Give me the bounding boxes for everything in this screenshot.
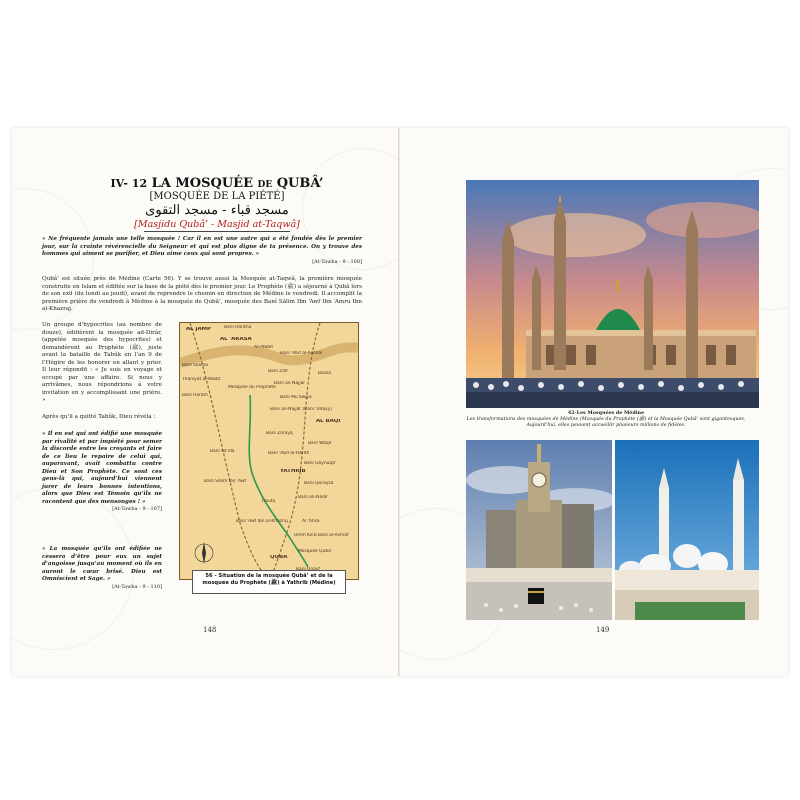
quote-1 — [42, 236, 362, 266]
photo-caption-number: 42- — [567, 410, 577, 416]
map-label: YATHRIB — [280, 469, 306, 474]
map-label: Banî an-Najjâr — [274, 381, 306, 386]
photo-mecca-clock-tower — [466, 440, 612, 620]
transliteration: [Masjidu Qubâ’ - Masjid at-Taqwâ] — [134, 219, 300, 230]
right-page — [400, 128, 788, 676]
map-label: Mosquée du Prophète — [228, 385, 276, 390]
quote-2-reference: [At-Tawba - 9 : 107] — [112, 506, 162, 512]
map-caption-text: Situation de la mosquée Qubâ’ et de la mosquée du Prophète (ﷺ) à Yathrib (Médine) — [202, 573, 336, 586]
paragraph-2: Un groupe d’hypocrites (au nombre de douze), édifièrent la mosquée ad-Dirâr, (appelée mosquée des hypocrites) et demandèrent au Prophète (ﷺ), juste avant la bataille de Tabûk en l’an 9 de l’Hégire de les honorer en allant y prier. Il leur répondit : « Je suis en voyage et occupé par une affaire. Si nous y arrivâmes, nous répondrions à votre invitation en y accomplissant une prière. » — [42, 322, 163, 403]
quote-2-text: « Il en est qui ont édifié une mosquée par rivalité et par impiété pour semer la discorde entre les croyants et faire de ce lieu le repaire de celui qui, auparavant, avait combattu contre Dieu et Son Prophète. Ce sont ces gens-là qui, aujourd’hui viennent jurer de leurs bonnes intentions, alors que Dieu est Témoin qu’ils ne racontent que des mensonges ! » — [42, 431, 162, 505]
photo-caption-text: Les transformations des mosquées de Médine (Mosquée du Prophète (ﷺ) et la Mosquée Qubâ’ sont gigantesques. Aujourd’hui, elles peuvent accueillir plusieurs millions de fidèles. — [466, 417, 746, 428]
map-label: An-Nabit — [254, 345, 274, 350]
page-number-left: 148 — [203, 626, 217, 634]
map-label: Hauta — [262, 499, 276, 504]
title-rule — [144, 231, 290, 232]
photo-caption-title: Les Mosquées de Médine — [576, 410, 645, 416]
compass-needle — [202, 542, 206, 564]
map-label: Umm Ka'b Banî al-Ashraf — [294, 533, 349, 538]
photo-prophet-mosque — [466, 180, 759, 408]
route-line — [249, 395, 308, 567]
title-word-1: LA MOSQUÉE — [151, 176, 253, 191]
quote-3 — [42, 546, 162, 591]
map-label: Banî 'Abd al-Hârith — [268, 451, 310, 456]
quote-2 — [42, 431, 162, 514]
map-label: AL BAQI' — [316, 419, 343, 424]
map-medina — [179, 322, 359, 580]
chapter-number: IV- 12 — [110, 177, 148, 190]
map-label: Banî 'Awf Ibn al-Khazraj — [236, 519, 288, 524]
quote-1-text: « Ne fréquente jamais une telle mosquée ! Car il en est une autre qui a été fondée dès le premier jour, sur la crainte révérencielle du Seigneur et qui est plus digne de ta présence. On y trouve des hommes qui aiment se purifier, et Dieu aime ceux qui sont propres. » — [42, 236, 362, 257]
map-label: Banî Hâritha — [224, 325, 252, 330]
page-number-right: 149 — [596, 626, 610, 634]
chapter-title — [102, 176, 332, 191]
map-label: Banî Harâm — [182, 393, 208, 398]
map-label: Banî an-Nadîr — [298, 495, 328, 500]
paragraph-3: Après qu’il a quitté Tabûk, Dieu révéla : — [42, 414, 156, 420]
map-label: Banî Qaynuqâ' — [304, 461, 337, 466]
photo-caption — [466, 410, 746, 429]
photo-quba-drawing — [615, 440, 759, 620]
map-label: Banî Mu'âwiya — [280, 395, 312, 400]
map-label: AL 'ARASA — [220, 337, 252, 342]
map-label: Mosquée Qubâ' — [298, 549, 333, 554]
map-label: Banî Sâ'ida — [210, 449, 235, 454]
photo-mecca-drawing — [466, 440, 612, 620]
quote-3-reference: [At-Tawba - 9 : 110] — [112, 583, 162, 590]
map-label: Banî 'Abd al-Ashhal — [280, 351, 323, 356]
chapter-title-block — [102, 176, 332, 231]
map-label: Al 'Ahsa — [302, 519, 320, 524]
photo-prophet-mosque-drawing — [466, 180, 759, 408]
map-label: Bassa — [318, 371, 331, 376]
map-label: Banî Zafr — [268, 369, 289, 374]
chapter-subtitle: [MOSQUÉE DE LA PIÉTÉ] — [149, 191, 285, 202]
map-label: Thaniyat al-Wadâ' — [182, 377, 222, 382]
map-label: Banî an-Najjâr (Banî 'Udayy) — [270, 407, 333, 412]
map-label: Banî Sâlim Ibn 'Awf — [204, 479, 247, 484]
left-page — [12, 128, 398, 676]
photo-quba-mosque — [615, 440, 759, 620]
book-spread — [12, 128, 788, 676]
quote-3-text: « La mosquée qu’ils ont édifiée ne cessera d’être pour eux un sujet d’angoisse jusqu’au moment où ils en auront le cœur brisé. Dieu est Omniscient et Sage. » — [42, 546, 162, 582]
map-label: Banî Qurayza — [304, 481, 334, 486]
map-label: Banî Salima — [182, 363, 208, 368]
map-caption: 56 - Situation de la mosquée Qubâ’ et de la mosquée du Prophète (ﷺ) à Yathrib (Médine) — [192, 570, 346, 594]
quote-1-reference: [At-Tawba - 9 : 108] — [312, 258, 362, 265]
title-word-2: QUBÂ’ — [276, 176, 324, 191]
map-caption-number: 56 — [205, 573, 213, 579]
map-label: Banî Wâqif — [308, 441, 332, 446]
map-label: QUBA' — [270, 555, 289, 560]
map-label: AL JAMP — [186, 327, 211, 332]
map-label: Banî Zarayq — [266, 431, 293, 436]
paragraph-1: Qubâ’ est située près de Médine (Carte 56). Y se trouve aussi la Mosquée at-Taqwâ, la première mosquée construite en Islam et édifiée sur la base de la piété dès le premier jour. Le Prophète (ﷺ) a séjourné à Qubâ lors de son exil (du lundi au jeudi), avant de reprendre le chemin en direction de Médine le vendredi. Il accomplit la première prière du vendredi à Médine à la mosquée de Qubâ’, mosquée des Banî Sâlim Ibn ‘Awf Ibn ‘Amru Ibn al-Khazraj. — [42, 276, 362, 312]
arabic-title: مسجد قباء - مسجد التقوى — [145, 203, 289, 218]
title-de: DE — [257, 180, 273, 190]
